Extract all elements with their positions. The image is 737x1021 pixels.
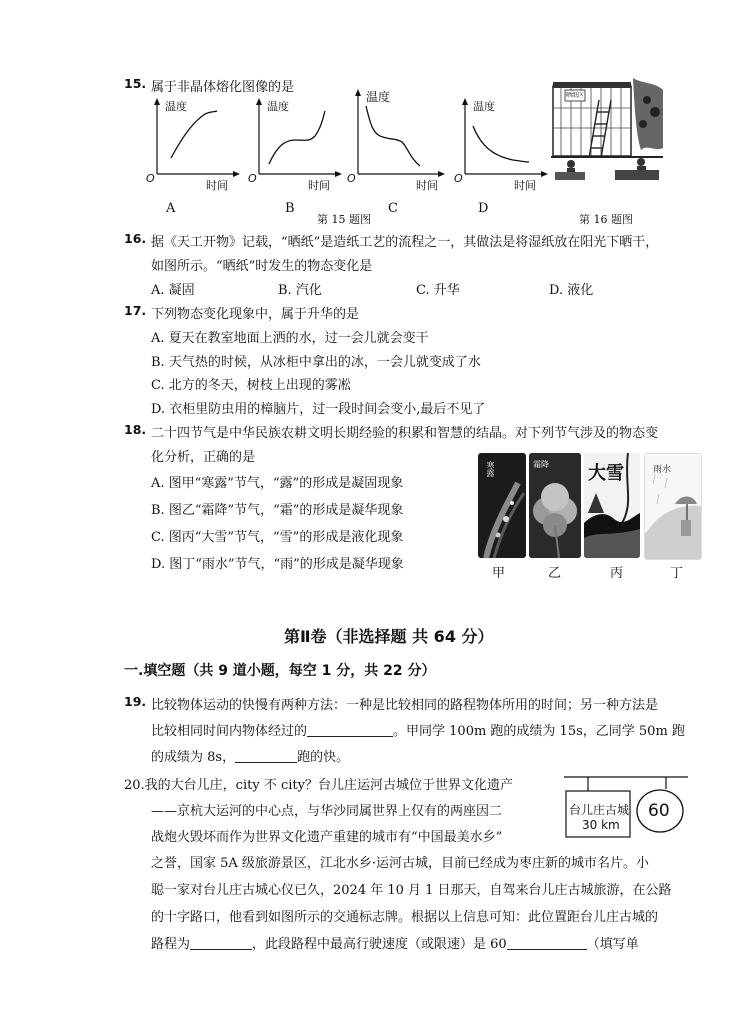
q17-option-d: D. 衣柜里防虫用的樟脑片，过一段时间会变小,最后不见了	[151, 402, 486, 417]
fig16-illustration	[551, 78, 663, 188]
graph-a	[143, 96, 243, 191]
graph-a-origin: O	[146, 172, 155, 185]
q20-line7	[151, 933, 639, 952]
q20-blank-1[interactable]	[190, 937, 252, 950]
q20-line7-mid: ，此段路程中最高行驶速度（或限速）是 60	[252, 937, 507, 952]
q17-option-b: B. 天气热的时候，从冰柜中拿出的冰，一会儿就变成了水	[151, 355, 481, 370]
q20-line1: 20.我的大台儿庄，city 不 city？台儿庄运河古城位于世界文化遗产	[124, 778, 513, 793]
sign-distance: 30 km	[582, 818, 620, 832]
image-label-ding: 丁	[670, 566, 684, 581]
part2-title: 第Ⅱ卷（非选择题 共 64 分）	[284, 627, 494, 646]
image-label-jia: 甲	[492, 566, 506, 581]
q16-option-c: C. 升华	[416, 283, 460, 298]
graph-d-ylabel: 温度	[473, 100, 495, 113]
q19-line3-start: 的成绩为 8s，	[151, 750, 236, 765]
graph-c-origin: O	[347, 172, 356, 185]
q18-option-a: A. 图甲“寒露”节气，“露”的形成是凝固现象	[151, 476, 404, 491]
q19-blank-2[interactable]	[235, 750, 297, 763]
fig16-sign: 晒纸区	[566, 92, 585, 99]
q15-option-d-label: D	[478, 201, 489, 216]
q19-line1: 比较物体运动的快慢有两种方法：一种是比较相同的路程物体所用的时间；另一种方法是	[151, 698, 659, 713]
q17-option-c: C. 北方的冬天，树枝上出现的雾凇	[151, 378, 351, 393]
q17-option-a: A. 夏天在教室地面上洒的水，过一会儿就会变干	[151, 331, 429, 346]
q16-option-d: D. 液化	[549, 283, 594, 298]
graph-b	[245, 96, 345, 191]
rain-water-title: 雨水	[653, 465, 672, 475]
image-label-yi: 乙	[548, 566, 562, 581]
graph-a-plot	[143, 96, 243, 191]
graph-b-xlabel: 时间	[308, 179, 330, 192]
q18-line1: 二十四节气是中华民族农耕文明长期经验的积累和智慧的结晶。对下列节气涉及的物态变	[151, 426, 659, 441]
q17-number: 17.	[124, 303, 147, 318]
graph-b-plot	[245, 96, 345, 191]
graph-a-ylabel: 温度	[165, 100, 187, 113]
q15-caption: 第 15 题图	[317, 213, 371, 226]
q15-text: 属于非晶体熔化图像的是	[151, 80, 295, 95]
graph-d-plot	[451, 96, 551, 191]
q18-option-b: B. 图乙“霜降”节气，“霜”的形成是凝华现象	[151, 503, 404, 518]
graph-b-origin: O	[248, 172, 257, 185]
q20-line2: ——京杭大运河的中心点，与华沙同属世界上仅有的两座因二	[151, 804, 503, 819]
frost-descent-title: 霜降	[533, 460, 549, 469]
q19-line2	[151, 720, 685, 739]
q16-line2: 如图所示。“晒纸”时发生的物态变化是	[151, 259, 373, 274]
q20-line5: 聪一家对台儿庄古城心仪已久，2024 年 10 月 1 日那天，自驾来台儿庄古城旅游，在公路	[151, 883, 672, 898]
q19-line2-end: 。甲同学 100m 跑的成绩为 15s，乙同学 50m 跑	[393, 724, 685, 739]
q18-option-c: C. 图丙“大雪”节气，“雪”的形成是液化现象	[151, 530, 404, 545]
q16-line1: 据《天工开物》记载，“晒纸”是造纸工艺的流程之一，其做法是将湿纸放在阳光下晒干，	[151, 235, 659, 250]
q20-line3: 战炮火毁坏而作为世界文化遗产重建的城市有“中国最美水乡”	[151, 830, 503, 845]
solar-term-image-ding	[644, 453, 702, 560]
q15-number: 15.	[124, 76, 147, 91]
q20-line7-start: 路程为	[151, 937, 191, 952]
q15-option-c-label: C	[388, 201, 398, 216]
section-fill-in-title: 一.填空题（共 9 道小题，每空 1 分，共 22 分）	[124, 663, 436, 679]
q18-number: 18.	[124, 422, 147, 437]
sign-destination: 台儿庄古城	[569, 803, 630, 817]
heavy-snow-title: 大雪	[588, 463, 624, 484]
q19-line3	[151, 746, 349, 765]
q16-option-b: B. 汽化	[278, 283, 322, 298]
q19-line3-end: 跑的快。	[297, 750, 350, 765]
q20-line6: 的十字路口，他看到如图所示的交通标志牌。根据以上信息可知：此位置距台儿庄古城的	[151, 910, 659, 925]
graph-d	[451, 96, 551, 191]
q18-line2: 化分析，正确的是	[151, 450, 256, 465]
graph-c-ylabel: 温度	[366, 90, 391, 104]
graph-d-origin: O	[454, 172, 463, 185]
solar-term-image-bing	[584, 453, 640, 558]
q20-line7-end: （填写单	[586, 937, 639, 952]
graph-c-plot	[344, 86, 449, 191]
graph-b-ylabel: 温度	[267, 100, 289, 113]
graph-a-xlabel: 时间	[206, 179, 228, 192]
q18-option-d: D. 图丁“雨水”节气，“雨”的形成是凝华现象	[151, 557, 404, 572]
image-label-bing: 丙	[610, 566, 624, 581]
q16-option-a: A. 凝固	[151, 283, 195, 298]
traffic-sign	[562, 773, 690, 845]
graph-c	[344, 86, 449, 191]
q15-option-a-label: A	[166, 201, 176, 216]
graph-d-xlabel: 时间	[514, 179, 536, 192]
solar-term-image-yi	[529, 453, 581, 558]
fig16-caption: 第 16 题图	[579, 213, 633, 226]
speed-limit-value: 60	[648, 801, 670, 821]
q20-blank-2[interactable]	[507, 937, 587, 950]
graph-c-xlabel: 时间	[416, 179, 438, 192]
q19-blank-1[interactable]	[307, 724, 393, 737]
q19-number: 19.	[124, 694, 147, 709]
q19-line2-start: 比较相同时间内物体经过的	[151, 724, 308, 739]
q20-line4: 之誉，国家 5A 级旅游景区，江北水乡·运河古城，目前已经成为枣庄新的城市名片。小	[151, 856, 650, 871]
q17-text: 下列物态变化现象中，属于升华的是	[151, 307, 360, 322]
cold-dew-title: 寒露	[486, 461, 495, 477]
solar-term-image-jia	[478, 453, 526, 558]
q15-option-b-label: B	[285, 201, 295, 216]
q16-number: 16.	[124, 231, 147, 246]
